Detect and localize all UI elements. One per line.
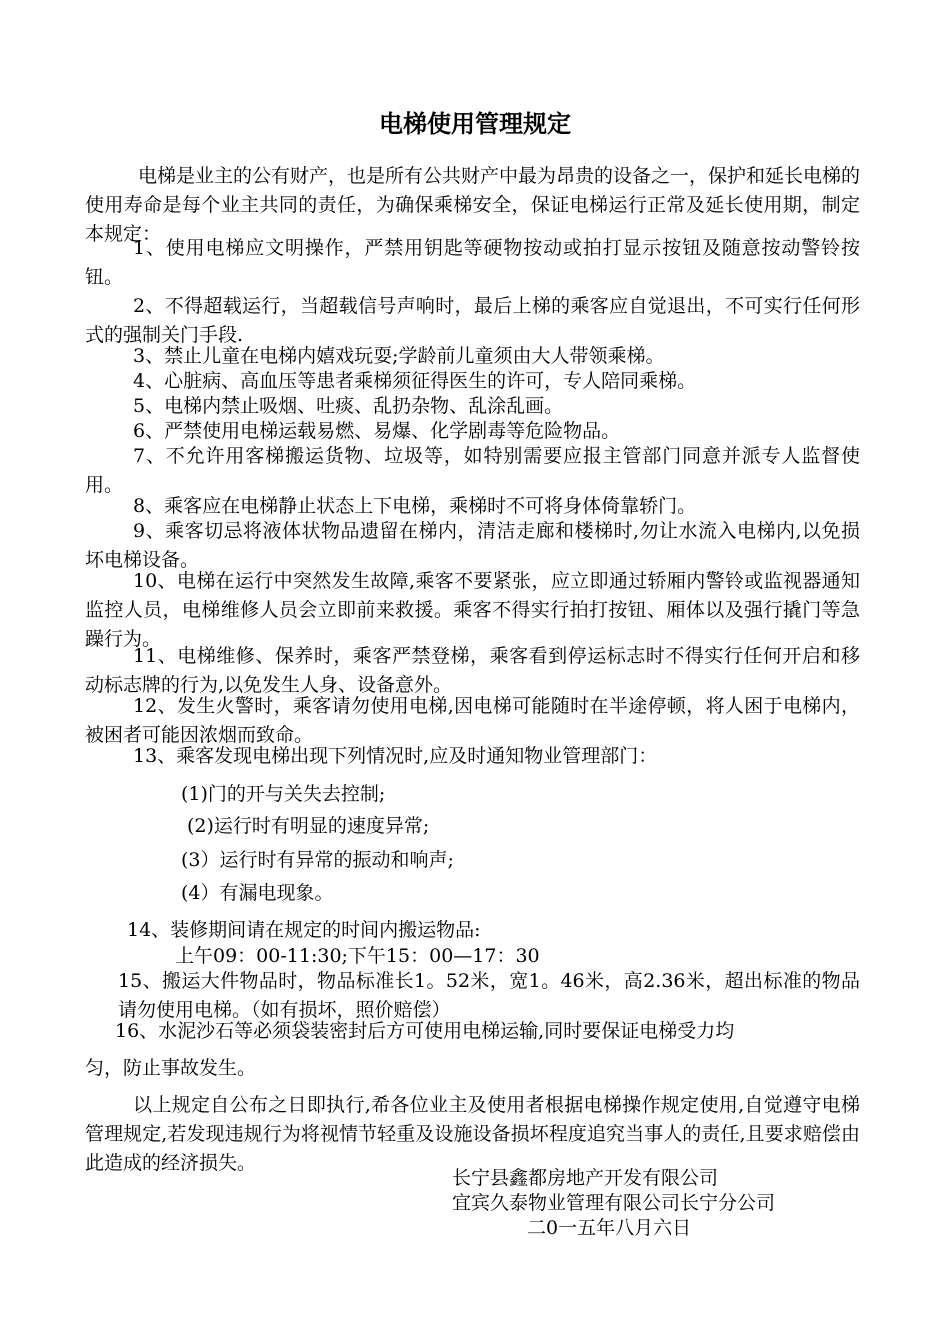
rule-9: 9、乘客切忌将液体状物品遗留在梯内，清洁走廊和楼梯时,勿让水流入电梯内,以免损坏电梯设备。 [85, 520, 860, 571]
rule-13-item-3: (3）运行时有异常的振动和响声; [181, 849, 454, 871]
intro-paragraph: 电梯是业主的公有财产，也是所有公共财产中最为昂贵的设备之一，保护和延长电梯的使用寿命是每个业主共同的责任，为确保乘梯安全，保证电梯运行正常及延长使用期，制定本规定： [85, 165, 861, 245]
rule-6: 6、严禁使用电梯运载易燃、易爆、化学剧毒等危险物品。 [133, 420, 621, 442]
rule-11: 11、电梯维修、保养时，乘客严禁登梯，乘客看到停运标志时不得实行任何开启和移动标志牌的行为,以免发生人身、设备意外。 [85, 645, 860, 696]
rule-10: 10、电梯在运行中突然发生故障,乘客不要紧张，应立即通过轿厢内警铃或监视器通知监控人员，电梯维修人员会立即前来救援。乘客不得实行拍打按钮、厢体以及强行撬门等急躁行为。 [85, 570, 860, 650]
rule-15: 15、搬运大件物品时，物品标准长1。52米，宽1。46米，高2.36米，超出标准的物品请勿使用电梯。（如有损坏，照价赔偿） [118, 970, 860, 1021]
rule-4: 4、心脏病、高血压等患者乘梯须征得医生的许可，专人陪同乘梯。 [133, 370, 697, 392]
rule-13: 13、乘客发现电梯出现下列情况时,应及时通知物业管理部门： [133, 745, 658, 767]
rule-14-time: 上午09：00-11:30;下午15：00—17：30 [175, 945, 540, 967]
rule-16-line-1: 16、水泥沙石等必须袋装密封后方可使用电梯运输,同时要保证电梯受力均 [115, 1020, 735, 1042]
rule-13-item-2: (2)运行时有明显的速度异常; [187, 815, 430, 837]
rule-1: 1、使用电梯应文明操作，严禁用钥匙等硬物按动或拍打显示按钮及随意按动警铃按钮。 [85, 237, 860, 288]
signature-company-2: 宜宾久泰物业管理有限公司长宁分公司 [452, 1192, 776, 1214]
signature-date: 二0一五年八月六日 [527, 1217, 692, 1239]
signature-company-1: 长宁县鑫都房地产开发有限公司 [452, 1167, 719, 1189]
rule-3: 3、禁止儿童在电梯内嬉戏玩耍;学龄前儿童须由大人带领乘梯。 [133, 345, 665, 367]
rule-16-line-2: 匀，防止事故发生。 [85, 1057, 257, 1079]
rule-12: 12、发生火警时，乘客请勿使用电梯,因电梯可能随时在半途停顿，将人困于电梯内，被困者可能因浓烟而致命。 [85, 695, 860, 746]
rule-5: 5、电梯内禁止吸烟、吐痰、乱扔杂物、乱涂乱画。 [133, 395, 564, 417]
page-title: 电梯使用管理规定 [379, 110, 571, 138]
rule-13-item-1: (1)门的开与关失去控制; [181, 783, 386, 805]
closing-paragraph: 以上规定自公布之日即执行,希各位业主及使用者根据电梯操作规定使用,自觉遵守电梯管理规定,若发现违规行为将视情节轻重及设施设备损坏程度追究当事人的责任,且要求赔偿由此造成的经济损失。 [85, 1094, 860, 1174]
rule-7: 7、不允许用客梯搬运货物、垃圾等，如特别需要应报主管部门同意并派专人监督使用。 [85, 445, 860, 496]
rule-2: 2、不得超载运行，当超载信号声响时，最后上梯的乘客应自觉退出，不可实行任何形式的强制关门手段. [85, 295, 860, 346]
rule-8: 8、乘客应在电梯静止状态上下电梯，乘梯时不可将身体倚靠轿门。 [133, 495, 697, 517]
rule-14: 14、装修期间请在规定的时间内搬运物品: [127, 919, 481, 941]
rule-13-item-4: (4）有漏电现象。 [181, 882, 334, 904]
